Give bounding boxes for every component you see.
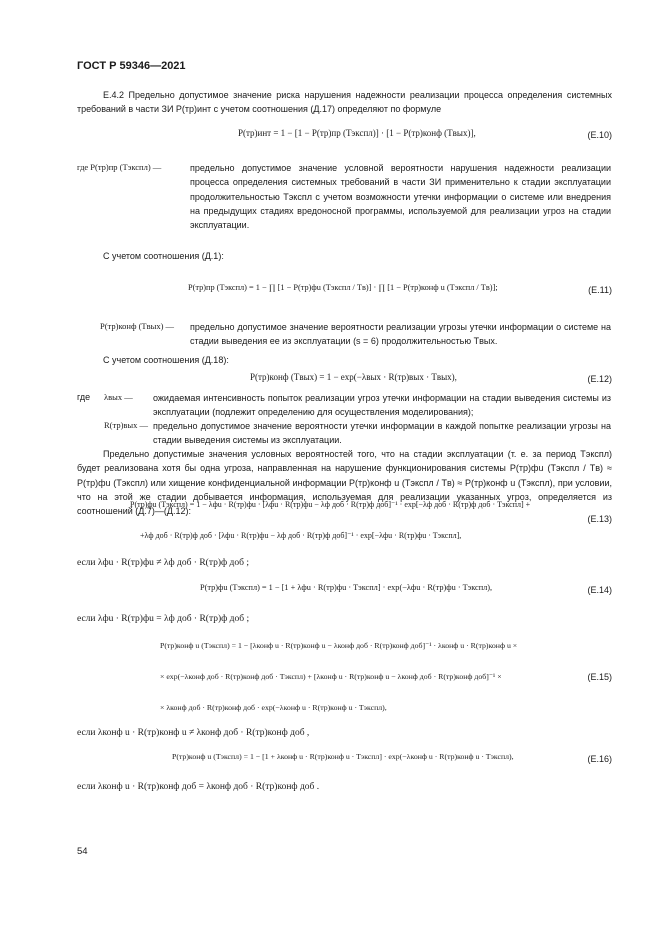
condition-e14: если λфu · R(тр)фu = λф доб · R(тр)ф доб ; [77, 614, 250, 624]
equation-number-e11: (Е.11) [588, 285, 612, 295]
equation-e10: P(тр)инт = 1 − [1 − P(тр)пр (Tэкспл)] · [1 − P(тр)конф (Tвых)], [238, 128, 476, 138]
where-label: где [77, 392, 91, 402]
equation-e15-line2: × exp(−λконф доб · R(тр)конф доб · Tэкспл) + [λконф u · R(тр)конф u − λконф доб · R(тр)конф доб]⁻¹ × [160, 672, 502, 681]
paragraph-d18-reference: С учетом соотношения (Д.18): [103, 355, 229, 365]
where-definition-lambda: ожидаемая интенсивность попыток реализации угроз утечки информации на стадии выведения системы из эксплуатации (подлежит определению для осуществления моделирования); [153, 393, 611, 418]
paragraph-d1-reference: С учетом соотношения (Д.1): [103, 251, 224, 261]
condition-e13: если λфu · R(тр)фu ≠ λф доб · R(тр)ф доб ; [77, 558, 249, 568]
where-definition-rvyh: предельно допустимое значение вероятности утечки информации в каждой попытке реализации угрозы на стадии выведения системы из эксплуатации. [153, 421, 611, 446]
equation-number-e16: (Е.16) [587, 754, 612, 764]
equation-e15-line3: × λконф доб · R(тр)конф доб · exp(−λконф u · R(тр)конф u · Tэкспл), [160, 703, 387, 712]
equation-number-e12: (Е.12) [587, 374, 612, 384]
where-definition-pkonf: предельно допустимое значение вероятности реализации угрозы утечки информации о системе на стадии выведения ее из эксплуатации (s = 6) продолжительностью Tвых. [190, 322, 611, 347]
where-definition-ppr: предельно допустимое значение условной вероятности нарушения надежности реализации процесса определения системных требований в части ЗИ применительно к стадии эксплуатации продолжительностью Tэкспл с учетом возможности утечки информации о системе или внедрения на предыдущих стадиях вредоносной программы, используемой для реализации угроз на стадии эксплуатации. [190, 163, 611, 231]
where-symbol-pkonf: P(тр)конф (Tвых) — [100, 321, 175, 331]
equation-number-e10: (Е.10) [587, 130, 612, 140]
equation-number-e13: (Е.13) [587, 514, 612, 524]
paragraph-conditional-probabilities: Предельно допустимые значения условных вероятностей того, что на стадии эксплуатации (т. е. за период Tэкспл) будет реализована хотя бы одна угроза, направленная на нарушение функционирования системы P(тр)фu (Tэкспл / Tв) ≈ P(тр)фu (Tэкспл) или хищение конфиденциальной информации P(тр)конф u (Tэкспл / Tв) ≈ P(тр)конф u (Tэкспл), при условии, что на этой же стадии добывается информация, используемая для реализации указанных угроз, определяется из соотношений (Д.7)—(Д.12): [77, 449, 612, 517]
equation-e13-line1: P(тр)фu (Tэкспл) = 1 − λфu · R(тр)фu · [λфu · R(тр)фu − λф доб · R(тр)ф доб]⁻¹ · exp[−λф доб · R(тр)ф доб · Tэкспл] + [130, 500, 531, 509]
where-symbol-rvyh: R(тр)вых — [104, 420, 148, 430]
equation-e12: P(тр)конф (Tвых) = 1 − exp(−λвых · R(тр)вых · Tвых), [250, 372, 457, 382]
document-header: ГОСТ Р 59346—2021 [77, 60, 186, 72]
equation-e16: P(тр)конф u (Tэкспл) = 1 − [1 + λконф u · R(тр)конф u · Tэкспл] · exp(−λконф u · R(тр)конф u · Tэкспл), [172, 752, 514, 761]
where-symbol-lambda: λвых — [104, 392, 133, 402]
condition-e16: если λконф u · R(тр)конф доб = λконф доб · R(тр)конф доб . [77, 782, 320, 792]
paragraph-e42: Е.4.2 Предельно допустимое значение риска нарушения надежности реализации процесса определения системных требований в части ЗИ P(тр)инт с учетом соотношения (Д.17) определяют по формуле [77, 90, 612, 115]
equation-e11: P(тр)пр (Tэкспл) = 1 − ∏ [1 − P(тр)фu (Tэкспл / Tв)] · ∏ [1 − P(тр)конф u (Tэкспл / Tв)]; [188, 283, 498, 292]
equation-e14: P(тр)фu (Tэкспл) = 1 − [1 + λфu · R(тр)фu · Tэкспл] · exp(−λфu · R(тр)фu · Tэкспл), [200, 583, 493, 592]
equation-number-e15: (Е.15) [587, 672, 612, 682]
equation-number-e14: (Е.14) [587, 585, 612, 595]
where-symbol-ppr: где P(тр)пр (Tэкспл) — [77, 162, 162, 172]
page-number: 54 [77, 846, 88, 857]
equation-e13-line2: +λф доб · R(тр)ф доб · [λфu · R(тр)фu − λф доб · R(тр)ф доб]⁻¹ · exp[−λфu · R(тр)фu · Tэкспл], [140, 531, 462, 540]
equation-e15-line1: P(тр)конф u (Tэкспл) = 1 − [λконф u · R(тр)конф u − λконф доб · R(тр)конф доб]⁻¹ · λконф u · R(тр)конф u × [160, 641, 518, 650]
condition-e15: если λконф u · R(тр)конф u ≠ λконф доб · R(тр)конф доб , [77, 728, 310, 738]
